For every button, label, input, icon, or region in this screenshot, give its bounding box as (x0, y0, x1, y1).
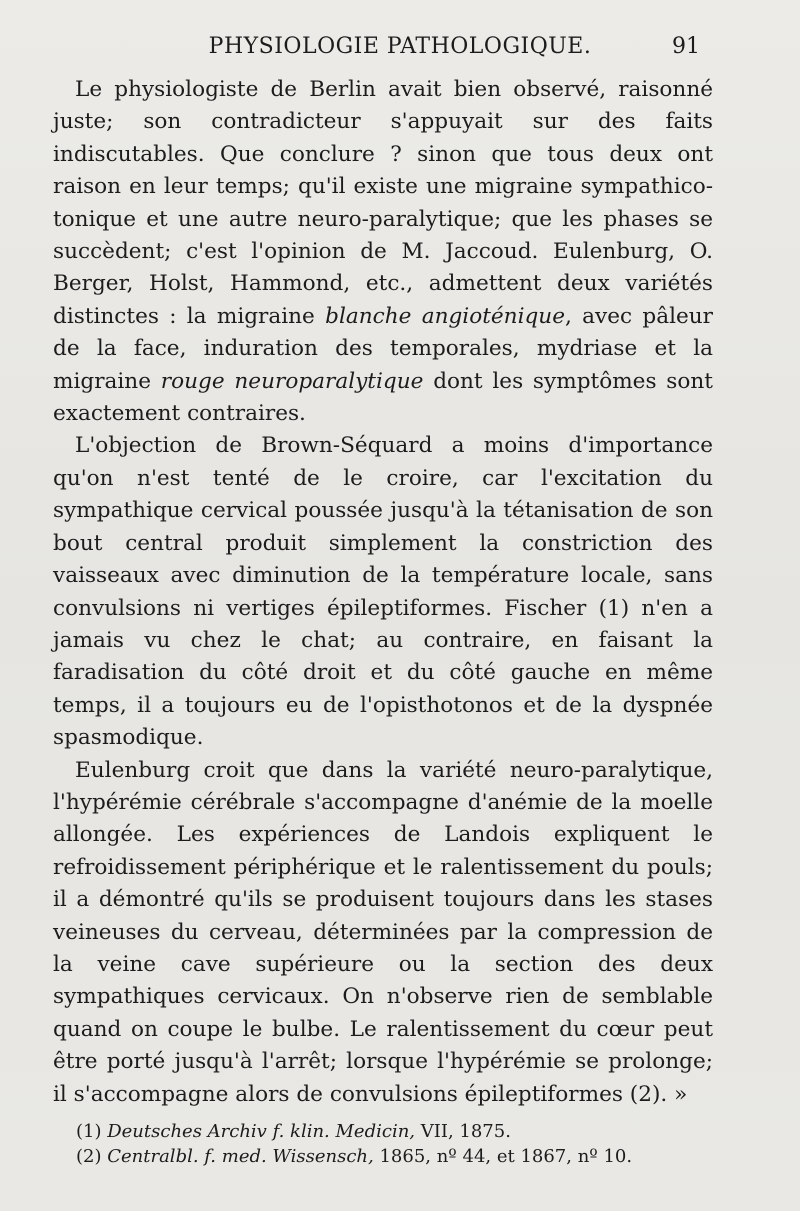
body-text (53, 74, 713, 1111)
footnote-marker: (1) (76, 1121, 108, 1142)
text-run: L'objection de Brown-Séquard a moins d'importance qu'on n'est tenté de le croire, car l'excitation du sympathique cervical poussée jusqu'à la tétanisation de son bout central produit simplement la constriction des vaisseaux avec diminution de la température locale, sans convulsions ni vertiges épileptiformes. Fischer (1) n'en a jamais vu chez le chat; au contraire, en faisant la faradisation du côté droit et du côté gauche en même temps, il a toujours eu de l'opisthotonos et de la dyspnée spasmodique. (53, 433, 713, 751)
text-run: , avec pâleur de la face, induration des temporales, mydriase et la migraine (53, 303, 713, 394)
footnotes (76, 1119, 716, 1169)
citation-detail: VII, 1875. (415, 1121, 511, 1142)
running-title: PHYSIOLOGIE PATHOLOGIQUE. (208, 34, 592, 59)
italic-term: blanche angioténique (325, 303, 565, 329)
italic-term: rouge neuroparalytique (160, 368, 424, 394)
paragraph (53, 430, 713, 754)
citation-title: Centralbl. f. med. Wissensch, (107, 1146, 374, 1167)
paragraph (53, 755, 713, 1111)
footnote-marker: (2) (76, 1146, 108, 1167)
text-run: dont les symptômes sont exactement contraires. (53, 368, 713, 427)
citation-title: Deutsches Archiv f. klin. Medicin, (107, 1121, 416, 1142)
footnote (76, 1144, 716, 1169)
page-header (0, 28, 800, 68)
paragraph (53, 74, 713, 430)
page-number: 91 (672, 34, 700, 59)
footnote (76, 1119, 716, 1144)
text-run: Le physiologiste de Berlin avait bien observé, raisonné juste; son contradicteur s'appuyait sur des faits indiscutables. Que conclure ? sinon que tous deux ont raison en leur temps; qu'il existe une migraine sympathico-tonique et une autre neuro-paralytique; que les phases se succèdent; c'est l'opinion de M. Jaccoud. Eulenburg, O. Berger, Holst, Hammond, etc., admettent deux variétés distinctes : la migraine (53, 77, 713, 329)
text-run: Eulenburg croit que dans la variété neuro-paralytique, l'hypérémie cérébrale s'accompagne d'anémie de la moelle allongée. Les expériences de Landois expliquent le refroidissement périphérique et le ralentissement du pouls; il a démontré qu'ils se produisent toujours dans les stases veineuses du cerveau, déterminées par la compression de la veine cave supérieure ou la section des deux sympathiques cervicaux. On n'observe rien de semblable quand on coupe le bulbe. Le ralentissement du cœur peut être porté jusqu'à l'arrêt; lorsque l'hypérémie se prolonge; il s'accompagne alors de convulsions épileptiformes (2). » (53, 757, 713, 1107)
citation-detail: 1865, nº 44, et 1867, nº 10. (373, 1146, 633, 1167)
